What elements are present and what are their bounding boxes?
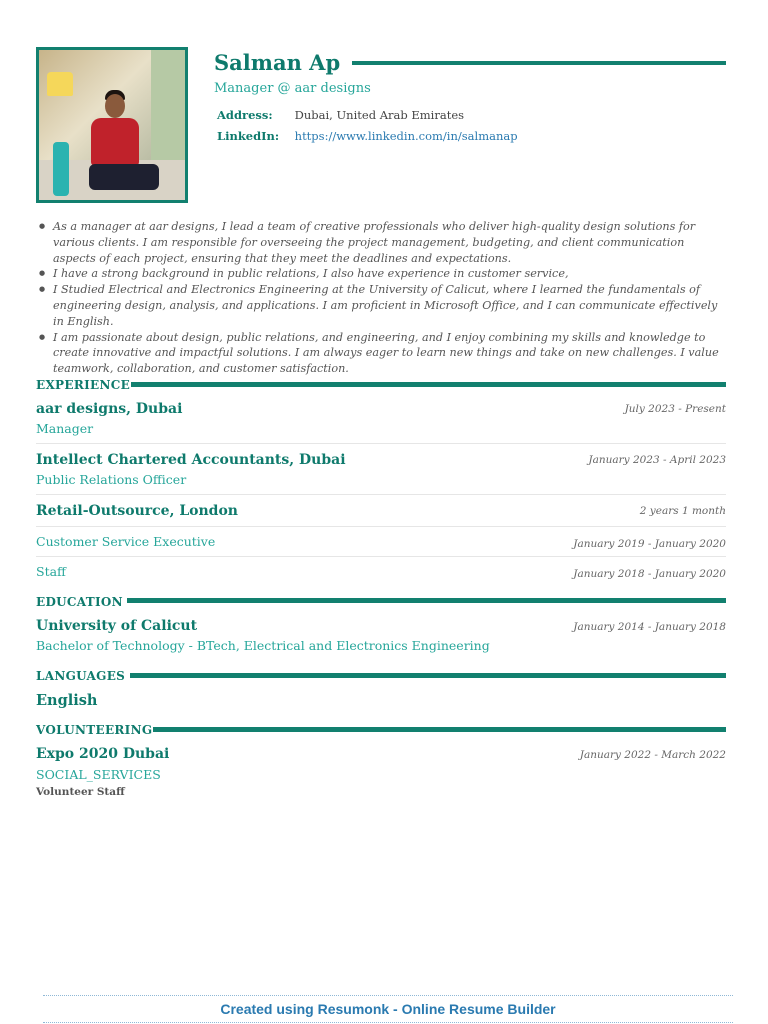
summary-item: ● I have a strong background in public relations, I also have experience in customer service,	[36, 266, 728, 282]
experience-date: January 2023 - April 2023	[588, 454, 726, 466]
experience-heading: EXPERIENCE	[36, 378, 131, 392]
volunteering-role: Volunteer Staff	[36, 786, 125, 798]
education-date: January 2014 - January 2018	[573, 621, 726, 633]
experience-role: Staff	[36, 564, 66, 579]
linkedin-link[interactable]: https://www.linkedin.com/in/salmanap	[294, 129, 518, 143]
row-separator	[36, 494, 726, 495]
address-value: Dubai, United Arab Emirates	[294, 108, 465, 122]
candidate-name: Salman Ap	[214, 50, 341, 75]
profile-photo	[36, 47, 188, 203]
experience-date: January 2019 - January 2020	[573, 538, 726, 550]
experience-role: Manager	[36, 421, 94, 436]
volunteering-cause: SOCIAL_SERVICES	[36, 767, 161, 782]
education-heading: EDUCATION	[36, 595, 123, 609]
volunteering-org: Expo 2020 Dubai	[36, 746, 170, 762]
experience-org: Retail-Outsource, London	[36, 503, 238, 519]
summary-list	[36, 219, 728, 377]
row-separator	[36, 443, 726, 444]
header-divider	[352, 61, 726, 65]
summary-item: ● I am passionate about design, public relations, and engineering, and I enjoy combining my skills and knowledge to create innovative and impactful solutions. I am always eager to learn new things and take on new challenges. I value teamwork, collaboration, and customer satisfaction.	[36, 330, 728, 377]
language-item: English	[36, 692, 98, 709]
experience-date: January 2018 - January 2020	[573, 568, 726, 580]
experience-date: July 2023 - Present	[624, 403, 726, 415]
languages-heading: LANGUAGES	[36, 669, 126, 683]
linkedin-label: LinkedIn:	[217, 129, 280, 143]
summary-item: ● As a manager at aar designs, I lead a team of creative professionals who deliver high-quality design solutions for various clients. I am responsible for overseeing the project management, budgeting, and client communication aspects of each project, ensuring that they meet the deadlines and expectations.	[36, 219, 728, 266]
volunteering-date: January 2022 - March 2022	[579, 749, 726, 761]
footer-credit[interactable]: Created using Resumonk - Online Resume Builder	[43, 995, 733, 1023]
row-separator	[36, 526, 726, 527]
experience-role: Public Relations Officer	[36, 472, 187, 487]
row-separator	[36, 556, 726, 557]
experience-divider	[131, 382, 726, 387]
education-org: University of Calicut	[36, 618, 198, 634]
volunteering-divider	[153, 727, 726, 732]
experience-org: aar designs, Dubai	[36, 401, 183, 417]
education-degree: Bachelor of Technology - BTech, Electrical and Electronics Engineering	[36, 638, 490, 653]
address-label: Address:	[217, 108, 273, 122]
volunteering-heading: VOLUNTEERING	[36, 723, 153, 737]
candidate-headline: Manager @ aar designs	[214, 81, 371, 96]
linkedin-row	[217, 129, 518, 143]
experience-duration: 2 years 1 month	[639, 505, 726, 517]
languages-divider	[130, 673, 726, 678]
experience-role: Customer Service Executive	[36, 534, 216, 549]
summary-item: ● I Studied Electrical and Electronics Engineering at the University of Calicut, where I learned the fundamentals of engineering design, analysis, and applications. I am proficient in Microsoft Office, and I can communicate effectively in English.	[36, 282, 728, 329]
experience-org: Intellect Chartered Accountants, Dubai	[36, 452, 346, 468]
education-divider	[127, 598, 726, 603]
address-row	[217, 108, 464, 122]
